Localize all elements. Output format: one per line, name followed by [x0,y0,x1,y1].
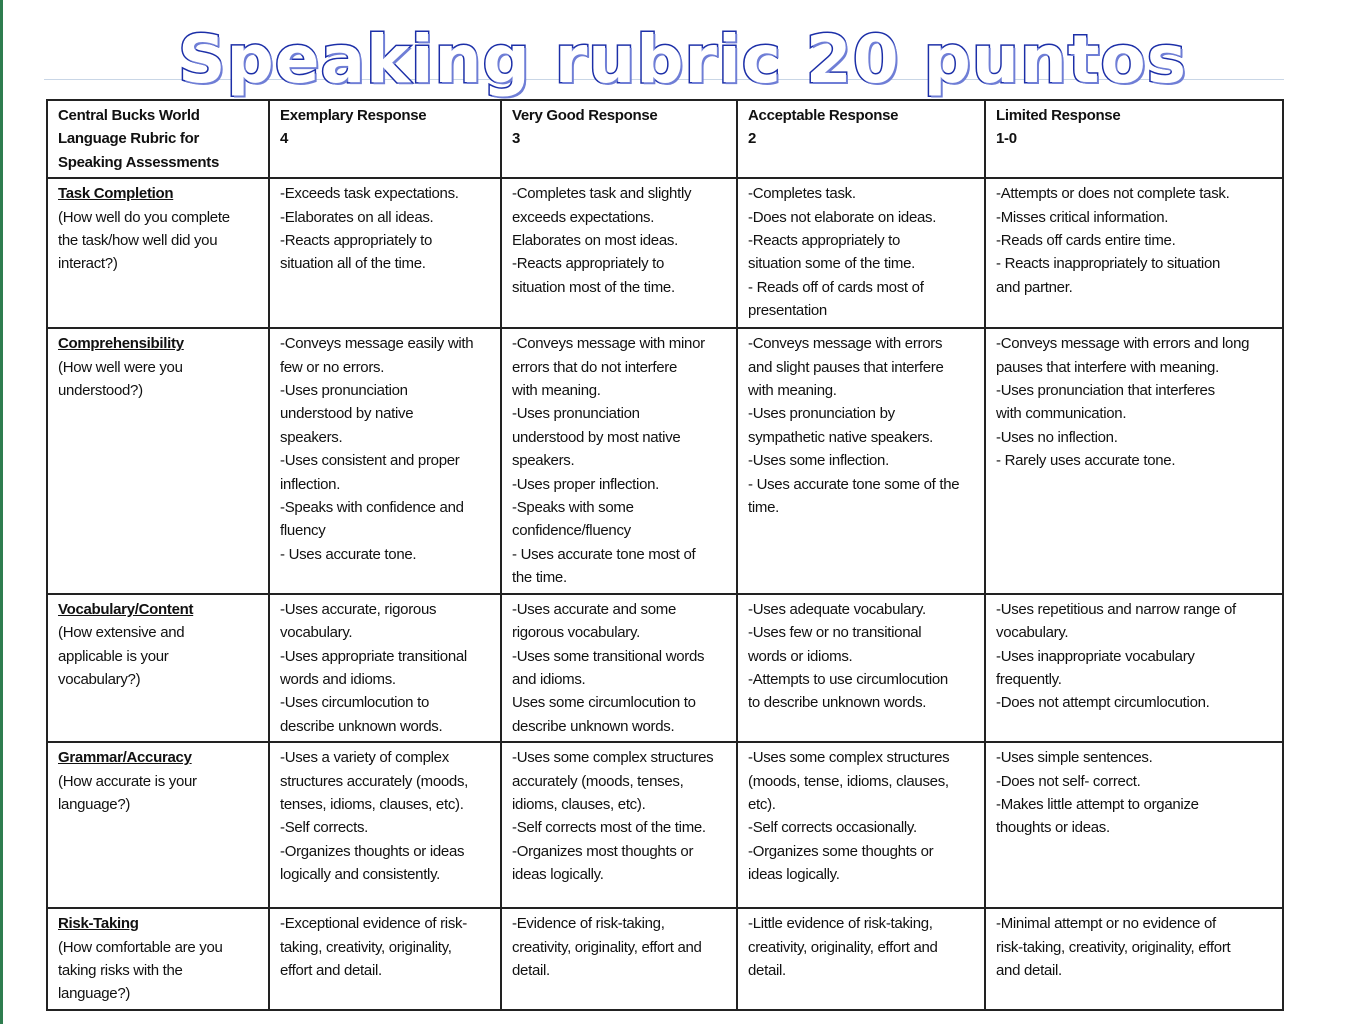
header-corner-line: Central Bucks World [58,107,200,124]
descriptor-line: with communication. [996,405,1127,423]
descriptor-line: Elaborates on most ideas. [512,232,678,250]
descriptor-line: -Does not self- correct. [996,772,1141,790]
descriptor-line: and partner. [996,278,1073,296]
category-question-line: language?) [58,985,131,1003]
descriptor-cell-exemplary [269,328,501,593]
descriptor-line: - Uses accurate tone. [280,545,417,563]
descriptor-line: -Conveys message easily with [280,335,474,353]
descriptor-cell-limited [985,328,1283,593]
descriptor-line: -Uses consistent and proper [280,452,460,470]
descriptor-line: and detail. [996,961,1062,979]
descriptor-line: Uses some circumlocution to [512,694,696,712]
descriptor-line: risk-taking, creativity, originality, effort [996,938,1231,956]
descriptor-line: -Does not elaborate on ideas. [748,208,937,226]
descriptor-line: to describe unknown words. [748,694,927,712]
descriptor-line: and slight pauses that interfere [748,358,944,376]
descriptor-line: - Uses accurate tone most of [512,545,696,563]
descriptor-line: tenses, idioms, clauses, etc). [280,795,464,813]
descriptor-line: -Self corrects occasionally. [748,819,917,837]
descriptor-cell-acceptable [737,328,985,593]
descriptor-line: -Reacts appropriately to [748,232,901,250]
descriptor-line: -Organizes thoughts or ideas [280,842,465,860]
rubric-row [47,178,1283,328]
descriptor-cell-very-good [501,178,737,328]
descriptor-line: pauses that interfere with meaning. [996,358,1219,376]
descriptor-line: -Speaks with confidence and [280,499,464,517]
descriptor-line: -Uses some transitional words [512,647,705,665]
descriptor-line: -Evidence of risk-taking, [512,915,665,933]
level-score: 1-0 [996,130,1017,148]
level-label: Limited Response [996,107,1121,124]
descriptor-line: -Uses accurate, rigorous [280,600,437,618]
descriptor-line: -Uses accurate and some [512,600,677,618]
descriptor-cell-exemplary [269,178,501,328]
header-corner-line: Language Rubric for [58,130,199,148]
descriptor-line: -Uses some complex structures [748,749,950,767]
descriptor-line: -Uses adequate vocabulary. [748,600,926,618]
level-label: Very Good Response [512,107,658,124]
descriptor-line: creativity, originality, effort and [512,938,702,956]
category-cell [47,908,269,1010]
descriptor-line: vocabulary. [996,624,1069,642]
header-level-limited [985,100,1283,178]
descriptor-cell-acceptable [737,594,985,742]
descriptor-cell-very-good [501,594,737,742]
descriptor-line: -Uses a variety of complex [280,749,449,767]
descriptor-line: -Uses some complex structures [512,749,714,767]
descriptor-line: creativity, originality, effort and [748,938,938,956]
header-corner-line: Speaking Assessments [58,153,220,171]
descriptor-line: -Makes little attempt to organize [996,795,1199,813]
descriptor-line: accurately (moods, tenses, [512,772,684,790]
descriptor-line: speakers. [512,452,575,470]
category-question-line: the task/how well did you [58,232,218,250]
category-question-line: understood?) [58,382,143,400]
descriptor-line: - Uses accurate tone some of the [748,475,960,493]
category-question-line: (How accurate is your [58,772,197,790]
descriptor-line: with meaning. [512,382,601,400]
category-question-line: taking risks with the [58,961,183,979]
descriptor-line: -Uses appropriate transitional [280,647,467,665]
descriptor-line: etc). [748,795,776,813]
descriptor-line: -Uses pronunciation [512,405,640,423]
descriptor-line: -Uses repetitious and narrow range of [996,600,1236,618]
descriptor-line: - Rarely uses accurate tone. [996,452,1176,470]
left-accent-bar [0,0,3,1024]
descriptor-line: -Reacts appropriately to [512,255,665,273]
descriptor-line: words or idioms. [748,647,853,665]
descriptor-line: -Attempts or does not complete task. [996,185,1230,203]
descriptor-line: -Little evidence of risk-taking, [748,915,933,933]
descriptor-line: -Exceeds task expectations. [280,185,459,203]
descriptor-line: -Completes task and slightly [512,185,692,203]
category-question-line: (How extensive and [58,624,185,642]
descriptor-line: sympathetic native speakers. [748,428,934,446]
descriptor-line: -Uses circumlocution to [280,694,429,712]
descriptor-line: structures accurately (moods, [280,772,469,790]
category-title: Task Completion [58,185,174,203]
descriptor-line: - Reacts inappropriately to situation [996,255,1221,273]
header-level-acceptable [737,100,985,178]
descriptor-line: ideas logically. [748,866,840,884]
descriptor-cell-exemplary [269,908,501,1010]
descriptor-line: inflection. [280,475,341,493]
descriptor-line: understood by native [280,405,414,423]
descriptor-cell-exemplary [269,594,501,742]
descriptor-line: -Elaborates on all ideas. [280,208,434,226]
descriptor-line: -Conveys message with minor [512,335,705,353]
header-corner-cell [47,100,269,178]
category-cell [47,328,269,593]
descriptor-line: -Exceptional evidence of risk- [280,915,467,933]
category-title: Grammar/Accuracy [58,749,192,767]
category-question-line: (How comfortable are you [58,938,223,956]
descriptor-line: understood by most native [512,428,681,446]
descriptor-line: describe unknown words. [280,717,443,735]
rubric-row [47,908,1283,1010]
descriptor-line: words and idioms. [280,670,396,688]
descriptor-line: situation some of the time. [748,255,915,273]
descriptor-line: -Minimal attempt or no evidence of [996,915,1216,933]
descriptor-line: detail. [748,961,786,979]
descriptor-cell-acceptable [737,178,985,328]
descriptor-line: detail. [512,961,550,979]
descriptor-line: -Completes task. [748,185,856,203]
descriptor-line: -Uses some inflection. [748,452,889,470]
descriptor-line: effort and detail. [280,961,382,979]
category-title: Vocabulary/Content [58,600,194,618]
level-score: 3 [512,130,521,148]
descriptor-cell-very-good [501,742,737,908]
rubric-row [47,594,1283,742]
category-question-line: (How well were you [58,358,183,376]
descriptor-line: -Self corrects. [280,819,369,837]
rubric-row [47,328,1283,593]
descriptor-line: vocabulary. [280,624,353,642]
descriptor-line: - Reads off of cards most of [748,278,924,296]
descriptor-line: -Uses simple sentences. [996,749,1153,767]
descriptor-line: -Uses few or no transitional [748,624,922,642]
descriptor-line: frequently. [996,670,1062,688]
descriptor-line: -Uses pronunciation by [748,405,895,423]
descriptor-cell-limited [985,742,1283,908]
descriptor-line: time. [748,499,780,517]
header-level-very-good [501,100,737,178]
descriptor-cell-limited [985,594,1283,742]
descriptor-line: idioms, clauses, etc). [512,795,646,813]
descriptor-cell-acceptable [737,742,985,908]
descriptor-cell-limited [985,178,1283,328]
descriptor-line: -Uses pronunciation [280,382,408,400]
level-label: Exemplary Response [280,107,427,124]
descriptor-line: ideas logically. [512,866,604,884]
header-row [47,100,1283,178]
level-score: 2 [748,130,757,148]
descriptor-line: describe unknown words. [512,717,675,735]
descriptor-line: speakers. [280,428,343,446]
descriptor-line: exceeds expectations. [512,208,655,226]
descriptor-line: -Uses no inflection. [996,428,1118,446]
descriptor-line: -Misses critical information. [996,208,1169,226]
category-question-line: interact?) [58,255,118,273]
descriptor-line: -Self corrects most of the time. [512,819,706,837]
category-question-line: applicable is your [58,647,169,665]
descriptor-line: -Reads off cards entire time. [996,232,1176,250]
descriptor-line: taking, creativity, originality, [280,938,452,956]
category-title: Risk-Taking [58,915,139,933]
category-question-line: vocabulary?) [58,670,141,688]
descriptor-line: (moods, tense, idioms, clauses, [748,772,949,790]
descriptor-line: the time. [512,569,567,587]
descriptor-line: thoughts or ideas. [996,819,1110,837]
descriptor-cell-exemplary [269,742,501,908]
descriptor-line: -Speaks with some [512,499,634,517]
descriptor-line: -Organizes some thoughts or [748,842,934,860]
descriptor-line: -Uses proper inflection. [512,475,660,493]
descriptor-line: presentation [748,302,827,320]
header-level-exemplary [269,100,501,178]
page-title: Speaking rubric 20 puntos [177,21,1188,98]
rubric-table [46,99,1284,1011]
descriptor-line: -Does not attempt circumlocution. [996,694,1210,712]
descriptor-line: errors that do not interfere [512,358,678,376]
category-cell [47,742,269,908]
level-score: 4 [280,130,289,148]
descriptor-line: -Attempts to use circumlocution [748,670,948,688]
descriptor-cell-very-good [501,908,737,1010]
descriptor-line: confidence/fluency [512,522,631,540]
level-label: Acceptable Response [748,107,899,124]
category-title: Comprehensibility [58,335,184,353]
descriptor-line: situation all of the time. [280,255,426,273]
descriptor-line: rigorous vocabulary. [512,624,640,642]
category-question-line: (How well do you complete [58,208,230,226]
descriptor-line: -Conveys message with errors and long [996,335,1250,353]
descriptor-line: with meaning. [748,382,837,400]
descriptor-line: -Uses pronunciation that interferes [996,382,1215,400]
descriptor-cell-acceptable [737,908,985,1010]
category-cell [47,594,269,742]
descriptor-line: situation most of the time. [512,278,675,296]
descriptor-line: -Conveys message with errors [748,335,943,353]
descriptor-line: and idioms. [512,670,586,688]
descriptor-line: -Reacts appropriately to [280,232,433,250]
descriptor-line: logically and consistently. [280,866,441,884]
category-cell [47,178,269,328]
descriptor-line: -Uses inappropriate vocabulary [996,647,1195,665]
descriptor-line: -Organizes most thoughts or [512,842,694,860]
rubric-row [47,742,1283,908]
descriptor-line: few or no errors. [280,358,385,376]
title-underline-rule [44,79,1284,80]
descriptor-cell-very-good [501,328,737,593]
descriptor-line: fluency [280,522,326,540]
descriptor-cell-limited [985,908,1283,1010]
category-question-line: language?) [58,795,131,813]
